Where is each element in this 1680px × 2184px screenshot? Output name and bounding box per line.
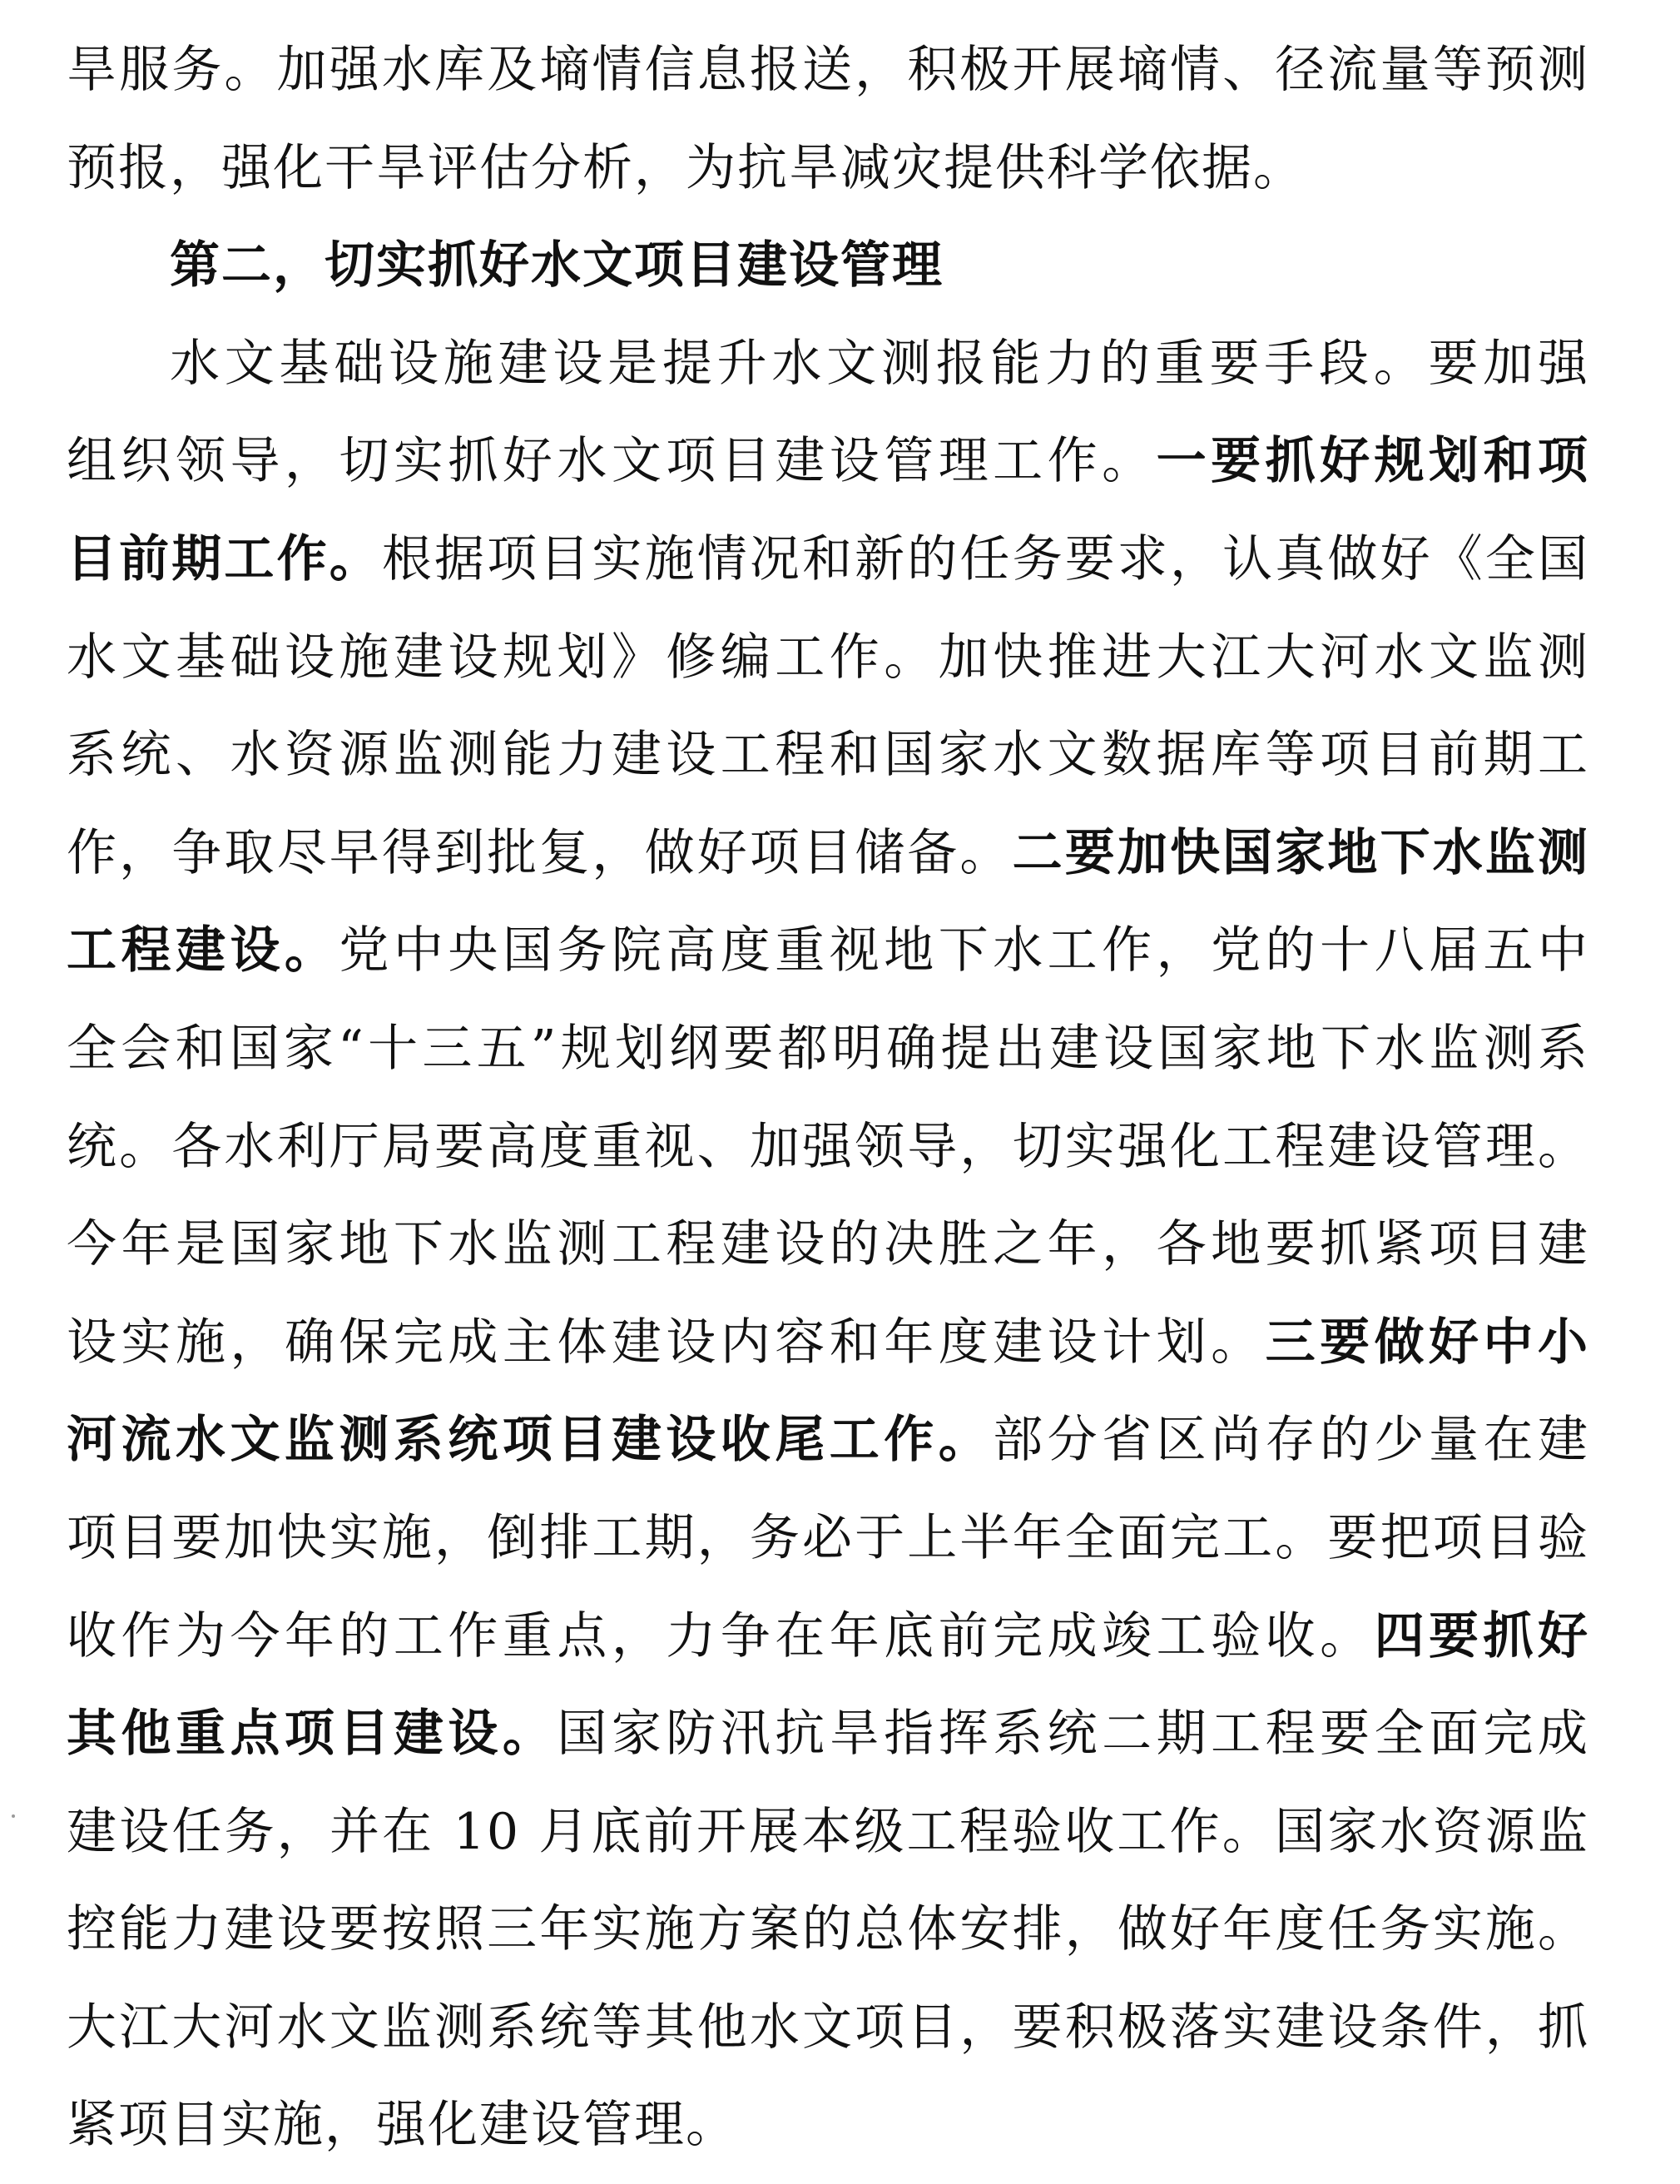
text-line <box>67 1784 1589 1882</box>
text-line <box>67 1099 1589 1197</box>
text-segment: 根据项目实施情况和新的任务要求，认真做好《全国 <box>381 529 1590 588</box>
text-segment: 水文基础设施建设是提升水文测报能力的重要手段。要加强 <box>170 334 1589 393</box>
bold-text-segment: 一要抓好规划和项 <box>1156 432 1590 491</box>
text-line <box>67 609 1589 707</box>
text-segment: 建设任务，并在 10 月底前开展本级工程验收工作。国家水资源监 <box>67 1802 1589 1861</box>
text-line <box>67 413 1589 511</box>
text-segment: 大江大河水文监测系统等其他水文项目，要积极落实建设条件，抓 <box>67 1998 1589 2057</box>
text-segment: 预报，强化干旱评估分析，为抗旱减灾提供科学依据。 <box>67 138 1305 197</box>
bold-text-segment: 四要抓好 <box>1374 1606 1590 1665</box>
text-line <box>67 120 1589 218</box>
text-segment: 设实施，确保完成主体建设内容和年度建设计划。 <box>67 1313 1266 1372</box>
text-line <box>67 1000 1589 1099</box>
text-segment: 收作为今年的工作重点，力争在年底前完成竣工验收。 <box>67 1606 1375 1665</box>
bold-text-segment: 三要做好中小 <box>1265 1313 1590 1372</box>
text-line <box>67 707 1589 805</box>
text-line <box>67 1196 1589 1294</box>
text-line <box>67 1392 1589 1490</box>
text-line <box>67 1979 1589 2077</box>
text-segment: 水文基础设施建设规划》修编工作。加快推进大江大河水文监测 <box>67 628 1589 687</box>
bold-text-segment: 目前期工作。 <box>67 529 382 588</box>
bold-text-segment: 其他重点项目建设。 <box>67 1705 558 1764</box>
text-line <box>67 805 1589 903</box>
text-line <box>67 1881 1589 1979</box>
text-segment: 全会和国家“十三五”规划纲要都明确提出建设国家地下水监测系 <box>67 1019 1589 1078</box>
text-segment: 紧项目实施，强化建设管理。 <box>67 2096 737 2155</box>
text-segment: 作，争取尽早得到批复，做好项目储备。 <box>67 823 1013 882</box>
text-line <box>67 1588 1589 1686</box>
text-line <box>67 22 1589 120</box>
text-line <box>67 315 1589 414</box>
text-segment: 系统、水资源监测能力建设工程和国家水文数据库等项目前期工 <box>67 726 1589 785</box>
document-page <box>67 22 1589 2175</box>
text-segment: 统。各水利厅局要高度重视、加强领导，切实强化工程建设管理。 <box>67 1117 1589 1176</box>
bold-text-segment: 第二，切实抓好水文项目建设管理 <box>170 236 944 295</box>
text-line <box>67 1294 1589 1392</box>
bold-text-segment: 河流水文监测系统项目建设收尾工作。 <box>67 1411 994 1470</box>
bold-text-segment: 工程建设。 <box>67 921 339 980</box>
section-heading <box>67 217 1589 315</box>
text-segment: 部分省区尚存的少量在建 <box>993 1411 1590 1470</box>
text-segment: 国家防汛抗旱指挥系统二期工程要全面完成 <box>557 1705 1590 1764</box>
text-line <box>67 1685 1589 1784</box>
text-segment: 党中央国务院高度重视地下水工作，党的十八届五中 <box>339 921 1590 980</box>
text-line <box>67 902 1589 1000</box>
text-segment: 旱服务。加强水库及墒情信息报送，积极开展墒情、径流量等预测 <box>67 41 1589 99</box>
text-line <box>67 2077 1589 2175</box>
text-segment: 组织领导，切实抓好水文项目建设管理工作。 <box>67 432 1157 491</box>
text-line <box>67 1490 1589 1588</box>
bold-text-segment: 二要加快国家地下水监测 <box>1012 823 1590 882</box>
text-segment: 控能力建设要按照三年实施方案的总体安排，做好年度任务实施。 <box>67 1900 1589 1959</box>
text-line <box>67 511 1589 609</box>
scan-speck <box>12 1814 15 1818</box>
text-segment: 项目要加快实施，倒排工期，务必于上半年全面完工。要把项目验 <box>67 1508 1589 1567</box>
text-segment: 今年是国家地下水监测工程建设的决胜之年，各地要抓紧项目建 <box>67 1215 1589 1274</box>
